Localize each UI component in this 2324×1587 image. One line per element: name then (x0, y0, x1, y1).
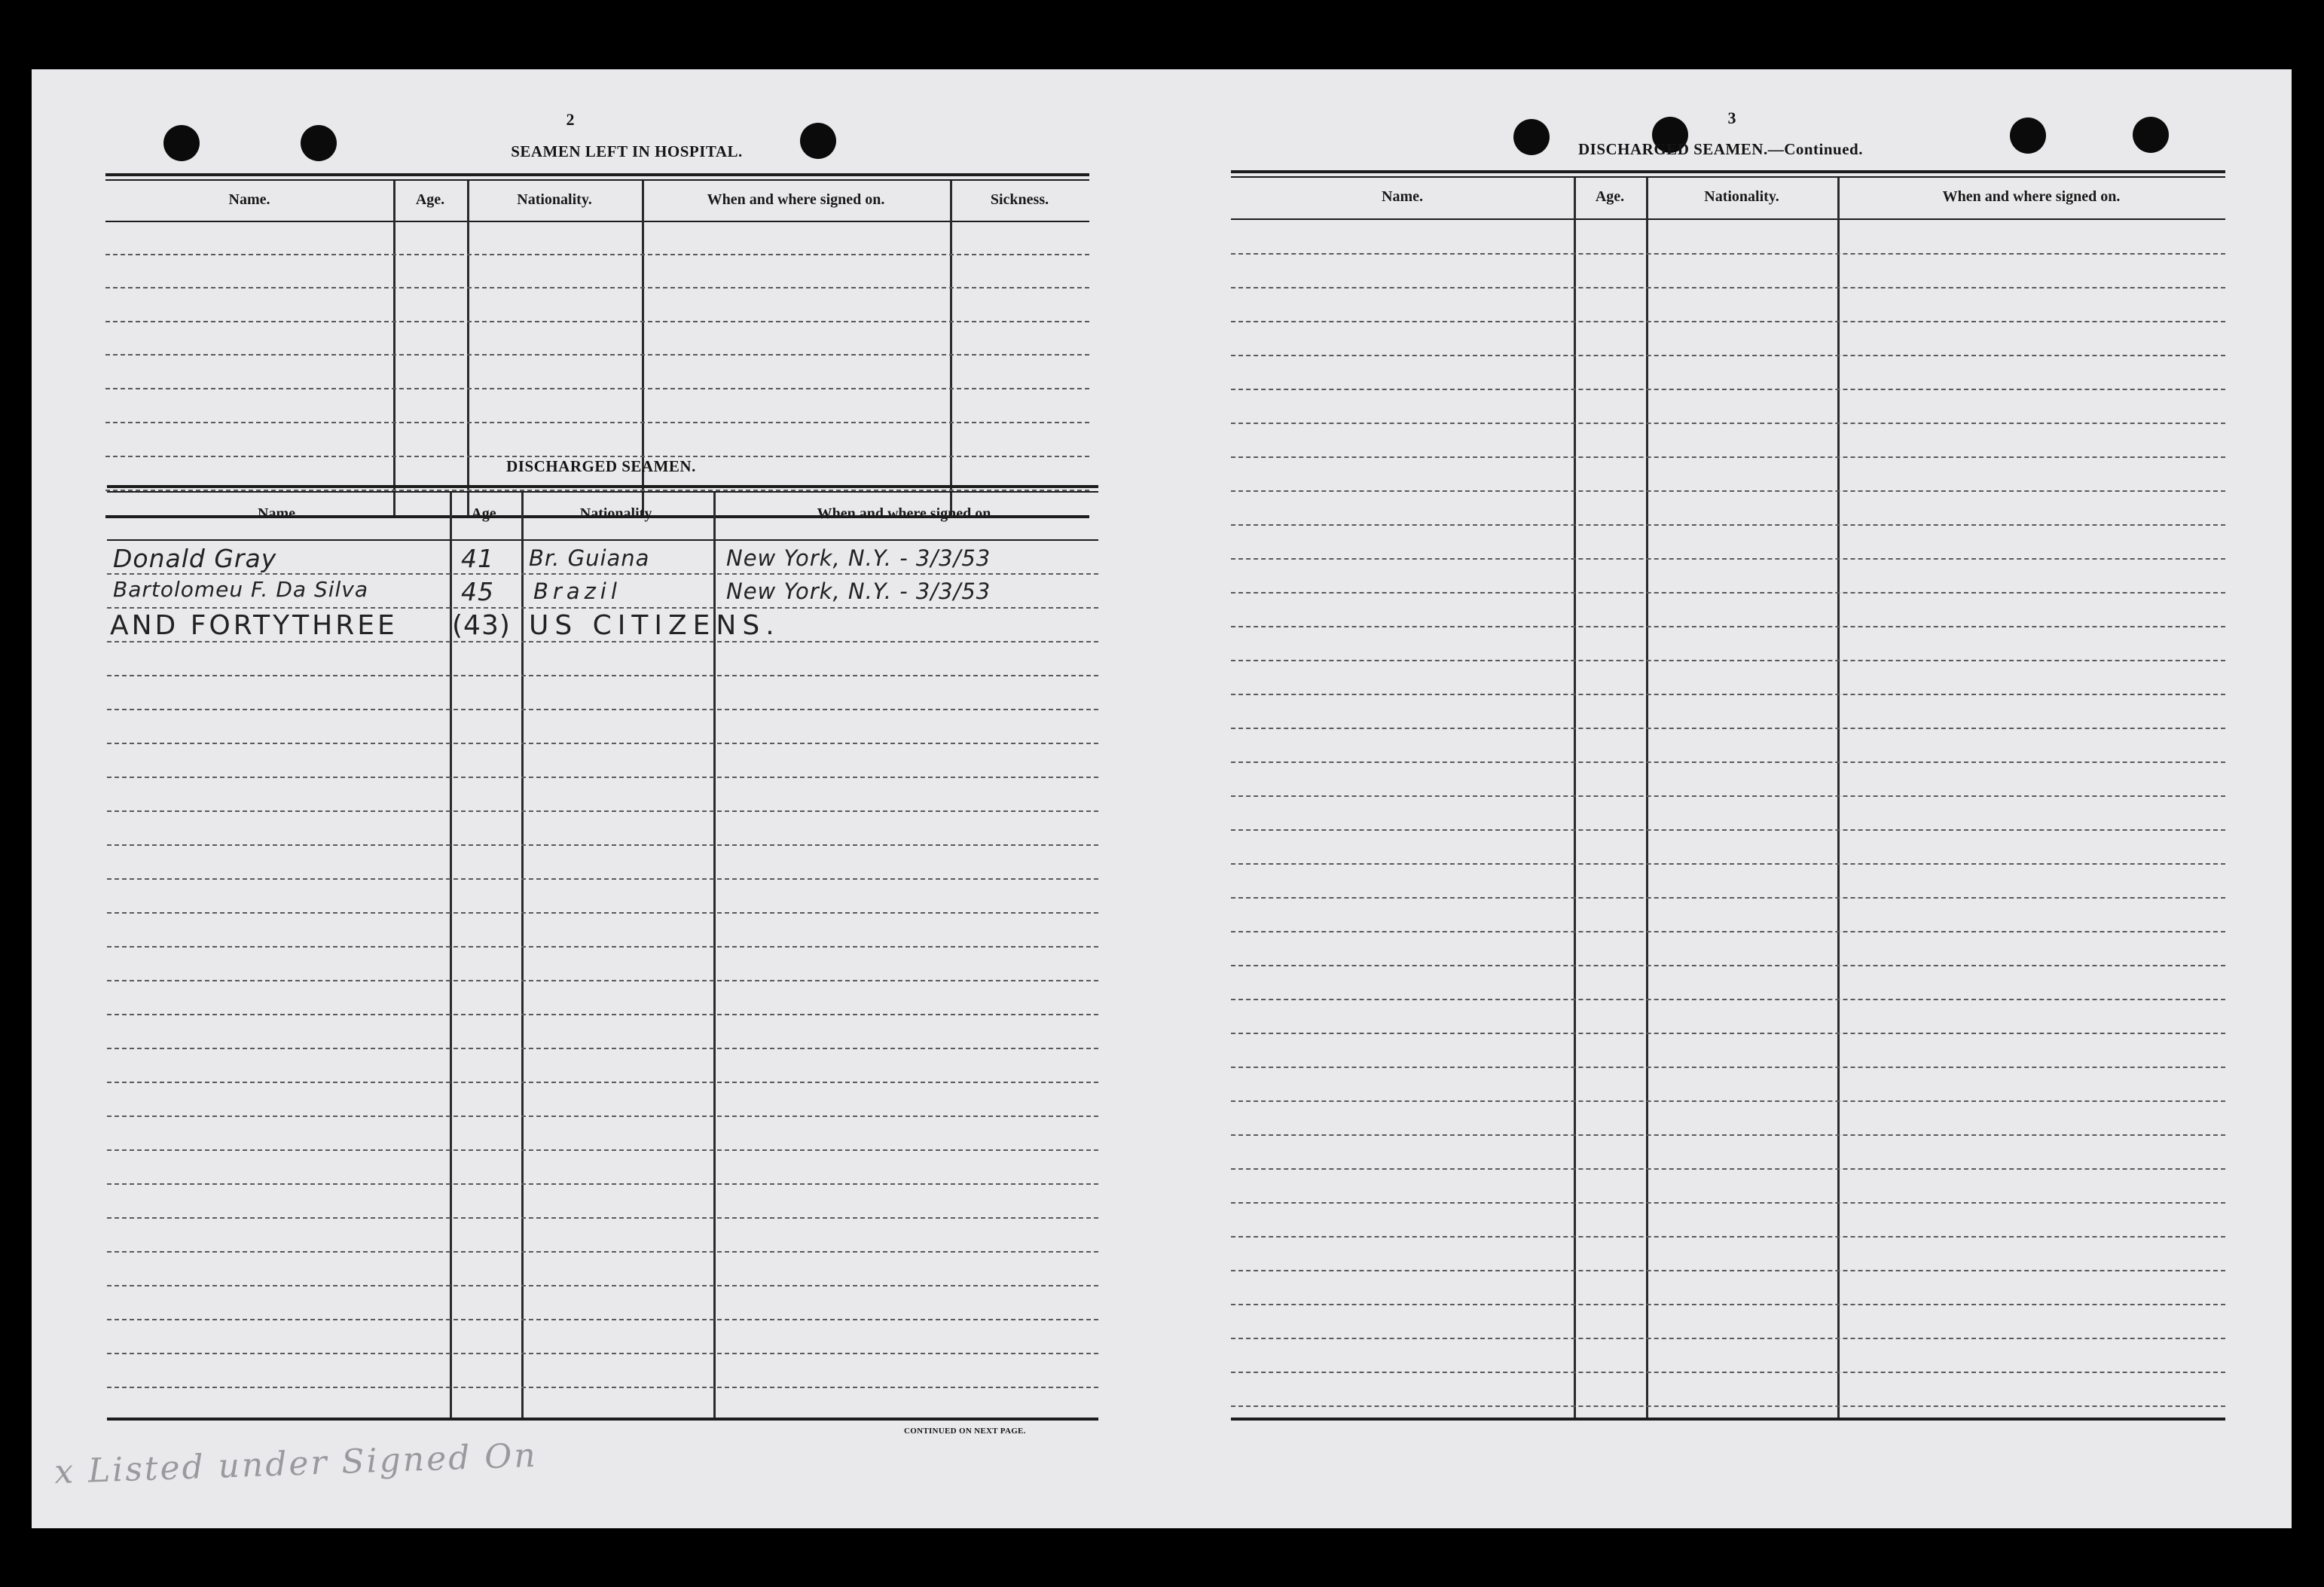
summary-name: AND FORTYTHREE (110, 610, 398, 641)
punch-hole (163, 125, 200, 161)
entry-age: 41 (461, 544, 494, 573)
discharged-continued-table (1231, 170, 2225, 1421)
entry-signed-on: New York, N.Y. - 3/3/53 (726, 545, 991, 571)
punch-hole (1513, 119, 1550, 155)
discharged-continued-title: DISCHARGED SEAMEN.—Continued. (1578, 140, 1863, 158)
right-page-number: 3 (1727, 108, 1736, 127)
left-page-number: 2 (566, 110, 575, 129)
col-header-age: Age. (1595, 188, 1625, 205)
col-header-name: Name. (258, 505, 299, 522)
punch-hole (2133, 117, 2169, 153)
col-header-signed-on: When and where signed on. (1942, 188, 2121, 205)
entry-name: Donald Gray (113, 544, 277, 573)
summary-age: (43) (452, 610, 511, 641)
entry-name: Bartolomeu F. Da Silva (113, 577, 369, 602)
entry-age: 45 (461, 577, 494, 606)
punch-hole (2010, 117, 2046, 154)
col-header-sickness: Sickness. (990, 191, 1049, 208)
table-row (107, 541, 1098, 575)
summary-nationality: US CITIZENS. (529, 610, 780, 641)
entry-nationality: Brazil (533, 578, 621, 604)
col-header-nationality: Nationality. (579, 505, 655, 522)
ledger-sheet (32, 69, 2292, 1528)
col-header-age: Age. (471, 505, 500, 522)
discharged-section-title: DISCHARGED SEAMEN. (506, 457, 696, 475)
continued-note: CONTINUED ON NEXT PAGE. (904, 1427, 1026, 1436)
col-header-nationality: Nationality. (1704, 188, 1779, 205)
discharged-table (107, 485, 1098, 1421)
col-header-age: Age. (415, 191, 445, 208)
entry-signed-on: New York, N.Y. - 3/3/53 (726, 578, 991, 604)
pencil-annotation: x Listed under Signed On (53, 1436, 539, 1492)
punch-hole (301, 125, 337, 161)
col-header-name: Name. (1382, 188, 1423, 205)
entry-nationality: Br. Guiana (529, 545, 650, 571)
col-header-name: Name. (228, 191, 270, 208)
table-row (107, 609, 1098, 642)
table-row (107, 575, 1098, 609)
col-header-signed-on: When and where signed on. (707, 191, 885, 208)
hospital-section-title: SEAMEN LEFT IN HOSPITAL. (511, 142, 743, 160)
col-header-signed-on: When and where signed on. (817, 505, 995, 522)
col-header-nationality: Nationality. (517, 191, 592, 208)
